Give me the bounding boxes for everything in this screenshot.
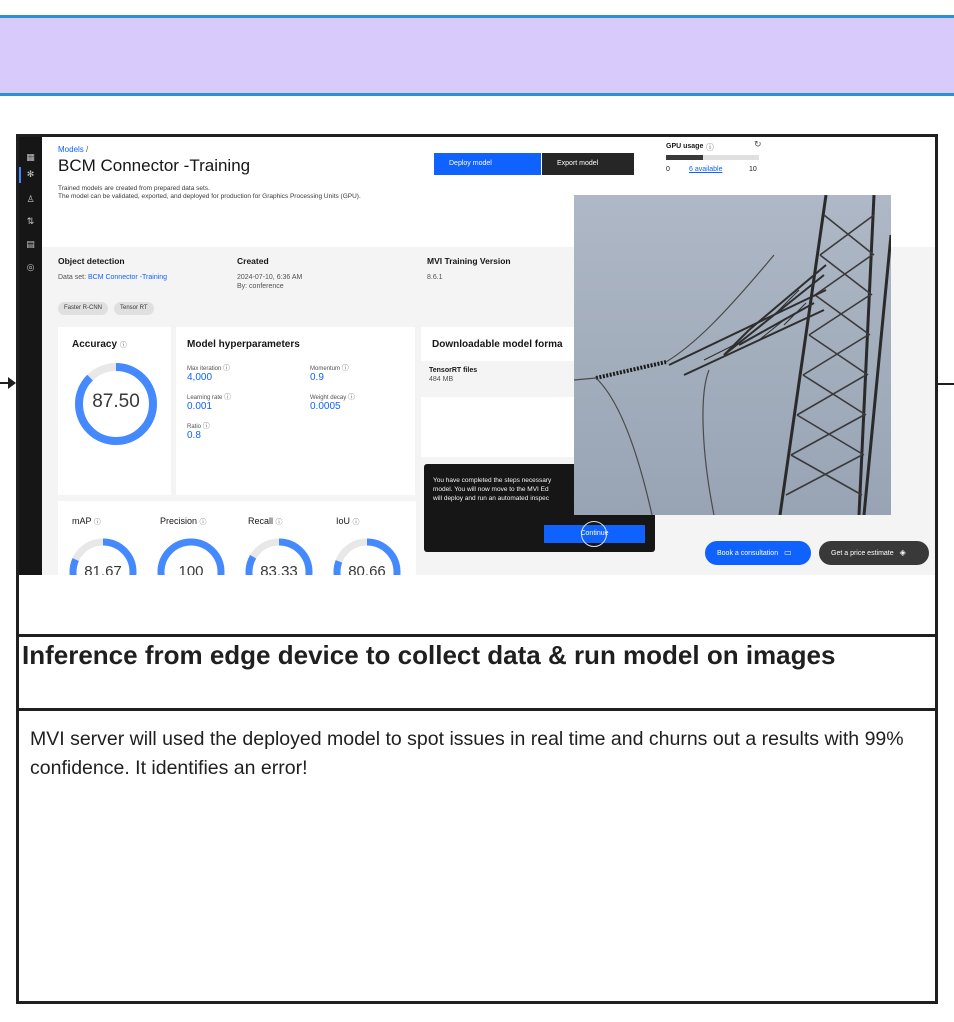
metric-label-iou-text: IoU (336, 516, 351, 526)
info-icon[interactable]: ⓘ (119, 341, 127, 349)
slide-heading: Inference from edge device to collect data & run model on images (22, 640, 836, 670)
breadcrumb-separator: / (86, 145, 89, 154)
metric-label-recall (248, 516, 283, 527)
info-icon[interactable]: ⓘ (341, 364, 349, 372)
description-line-2: The model can be validated, exported, and deployed for production for Graphics Processing Units (GPU). (58, 193, 361, 200)
max-iteration-label-text: Max iteration (187, 366, 222, 372)
learning-rate-label-text: Learning rate (187, 395, 223, 401)
slide-body: MVI server will used the deployed model to spot issues in real time and churns out a results with 99% confidence. It identifies an error! (30, 728, 904, 779)
accuracy-label-text: Accuracy (72, 339, 118, 350)
metric-label-map (72, 516, 101, 527)
accuracy-value: 87.50 (92, 391, 140, 412)
info-icon[interactable]: ⓘ (224, 393, 232, 401)
book-consultation-label: Book a consultation (717, 550, 779, 557)
chat-icon: ▭ (784, 548, 792, 557)
toast-line-3: will deploy and run an automated inspec (433, 495, 549, 502)
metric-label-precision-text: Precision (160, 516, 198, 526)
dataset-info (58, 273, 167, 282)
accuracy-card (58, 327, 171, 495)
created-by: By: conference (237, 283, 284, 290)
tag-icon: ◈ (899, 548, 906, 557)
download-file-size: 484 MB (429, 376, 454, 383)
weight-decay-value: 0.0005 (310, 401, 341, 412)
book-consultation-button[interactable] (705, 541, 811, 565)
connector-arrow-icon (0, 376, 16, 390)
map-value: 81.67 (84, 563, 122, 575)
metric-label-recall-text: Recall (248, 516, 274, 526)
metric-label-precision (160, 516, 207, 527)
app-sidebar (19, 137, 42, 575)
created-label: Created (237, 256, 269, 266)
heading-divider-bottom (16, 708, 938, 711)
gpu-usage-bar (666, 155, 759, 160)
momentum-value: 0.9 (310, 372, 324, 383)
model-type: Object detection (58, 256, 125, 266)
ratio-label-text: Ratio (187, 424, 202, 430)
metric-label-map-text: mAP (72, 516, 92, 526)
title-banner (0, 18, 954, 96)
data-icon[interactable]: ▤ (26, 240, 35, 250)
info-icon[interactable]: ⓘ (275, 518, 283, 526)
camera-icon[interactable]: ◎ (26, 263, 35, 273)
hyperparameters-title: Model hyperparameters (187, 339, 300, 350)
price-estimate-button[interactable] (819, 541, 929, 565)
download-file-label: TensorRT files (429, 367, 478, 374)
hyperparameters-card (176, 327, 415, 495)
info-icon[interactable]: ⓘ (93, 518, 101, 526)
transmission-tower-photo (574, 195, 891, 515)
continue-button[interactable]: Continue (544, 525, 645, 543)
tag-faster-rcnn: Faster R-CNN (58, 302, 108, 315)
heading-divider-top (16, 634, 938, 637)
max-iteration-value: 4,000 (187, 372, 213, 383)
info-icon[interactable]: ⓘ (202, 422, 210, 430)
learning-rate-value: 0.001 (187, 401, 213, 412)
dataset-prefix: Data set: (58, 274, 87, 281)
dashboard-icon[interactable]: ▦ (26, 153, 35, 163)
models-icon[interactable]: ✻ (26, 170, 35, 180)
click-cursor-indicator (581, 521, 607, 547)
export-model-button[interactable]: Export model (542, 153, 634, 175)
dataset-link[interactable]: BCM Connector -Training (87, 274, 168, 281)
momentum-label-text: Momentum (310, 366, 341, 372)
description-line-1: Trained models are created from prepared data sets. (58, 185, 210, 192)
toast-message (433, 476, 583, 503)
deploy-icon[interactable]: ⇅ (26, 217, 35, 227)
info-icon[interactable]: ⓘ (706, 143, 714, 152)
gpu-available-link[interactable]: 6 available (689, 166, 723, 173)
created-date: 2024-07-10, 6:36 AM (237, 274, 303, 281)
breadcrumb[interactable] (58, 145, 88, 154)
gpu-usage-fill (666, 155, 703, 160)
version-label: MVI Training Version (427, 256, 511, 266)
metrics-card (58, 501, 416, 575)
info-icon[interactable]: ⓘ (347, 393, 355, 401)
metric-label-iou (336, 516, 360, 527)
price-estimate-label: Get a price estimate (831, 550, 894, 557)
page-description (58, 185, 418, 201)
accuracy-label (72, 339, 127, 350)
deploy-model-button[interactable]: Deploy model (434, 153, 541, 175)
breadcrumb-models[interactable]: Models (58, 145, 84, 154)
toast-line-1: You have completed the steps necessary (433, 477, 552, 484)
person-icon[interactable]: ♙ (26, 195, 35, 205)
page-title: BCM Connector -Training (58, 156, 251, 175)
sidebar-active-indicator (19, 167, 21, 183)
refresh-icon[interactable]: ↻ (754, 140, 762, 150)
toast-line-2: model. You will now move to the MVI Ed (433, 486, 549, 493)
downloads-title: Downloadable model forma (432, 339, 563, 350)
weight-decay-label-text: Weight decay (310, 395, 347, 401)
ratio-value: 0.8 (187, 430, 201, 441)
gpu-usage-title: GPU usage (666, 143, 704, 150)
info-icon[interactable]: ⓘ (352, 518, 360, 526)
recall-value: 83.33 (260, 563, 298, 575)
gpu-max: 10 (749, 166, 757, 173)
precision-value: 100 (178, 563, 204, 575)
iou-value: 80.66 (348, 563, 386, 575)
info-icon[interactable]: ⓘ (223, 364, 231, 372)
version-value: 8.6.1 (427, 274, 443, 281)
info-icon[interactable]: ⓘ (199, 518, 207, 526)
connector-line (938, 383, 954, 385)
gpu-min: 0 (666, 166, 670, 173)
tag-tensor-rt: Tensor RT (114, 302, 154, 315)
